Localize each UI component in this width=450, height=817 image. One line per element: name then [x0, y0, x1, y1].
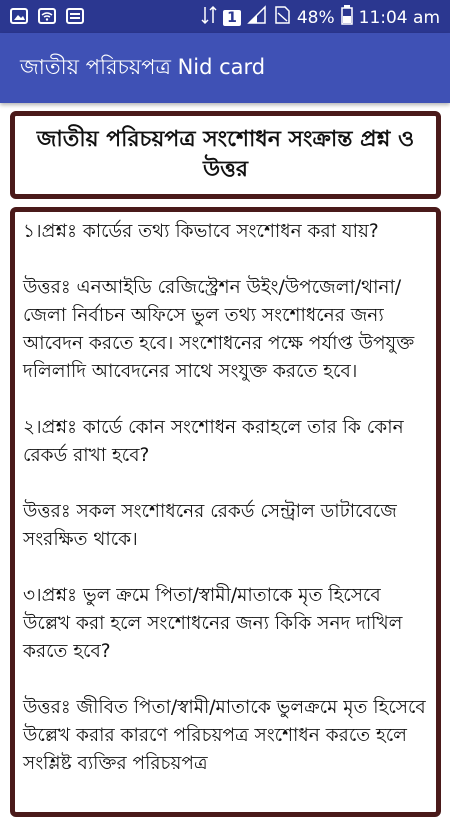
menu-notification-icon	[66, 8, 84, 28]
image-notification-icon	[10, 8, 28, 28]
qa-paragraph: ২।প্রশ্নঃ কার্ডে কোন সংশোধন করাহলে তার কি কোন রেকর্ড রাখা হবে?	[23, 417, 404, 466]
battery-icon	[341, 5, 353, 30]
clock: 11:04 am	[358, 7, 440, 28]
qa-paragraph: ৩।প্রশ্নঃ ভুল ক্রমে পিতা/স্বামী/মাতাকে মৃত হিসেবে উল্লেখ করা হলে সংশোধনের জন্য কিকি সনদ দাখিল করতে হবে?	[23, 585, 403, 662]
status-bar	[0, 0, 450, 33]
app-title: জাতীয় পরিচয়পত্র Nid card	[20, 54, 266, 79]
qa-paragraph: ১।প্রশ্নঃ কার্ডের তথ্য কিভাবে সংশোধন করা যায়?	[23, 221, 379, 242]
data-arrows-icon	[201, 5, 217, 30]
qa-paragraph: উত্তরঃ এনআইডি রেজিস্ট্রেশন উইং/উপজেলা/থানা/জেলা নির্বাচন অফিসে ভুল তথ্য সংশোধনের জন্য আবেদন করতে হবে। সংশোধনের পক্ষে পর্যাপ্ত উপযুক্ত দলিলাদি আবেদনের সাথে সংযুক্ত করতে হবে।	[23, 277, 415, 382]
qa-content-card[interactable]	[10, 207, 441, 817]
sim-badge: 1	[223, 10, 241, 26]
app-bar	[0, 33, 450, 103]
wifi-notification-icon	[38, 8, 56, 28]
signal-icon	[247, 5, 267, 30]
qa-paragraph: উত্তরঃ সকল সংশোধনের রেকর্ড সেন্ট্রাল ডাটাবেজে সংরক্ষিত থাকে।	[23, 501, 397, 550]
no-sim-icon	[273, 5, 291, 30]
page-heading: জাতীয় পরিচয়পত্র সংশোধন সংক্রান্ত প্রশ্ন ও উত্তর	[36, 127, 415, 182]
battery-percent: 48%	[296, 7, 335, 28]
qa-paragraph: উত্তরঃ জীবিত পিতা/স্বামী/মাতাকে ভুলক্রমে মৃত হিসেবে উল্লেখ করার কারণে পরিচয়পত্র সংশোধন করতে হলে সংশ্লিষ্ট ব্যক্তির পরিচয়পত্র	[23, 697, 426, 774]
heading-card	[10, 111, 441, 199]
